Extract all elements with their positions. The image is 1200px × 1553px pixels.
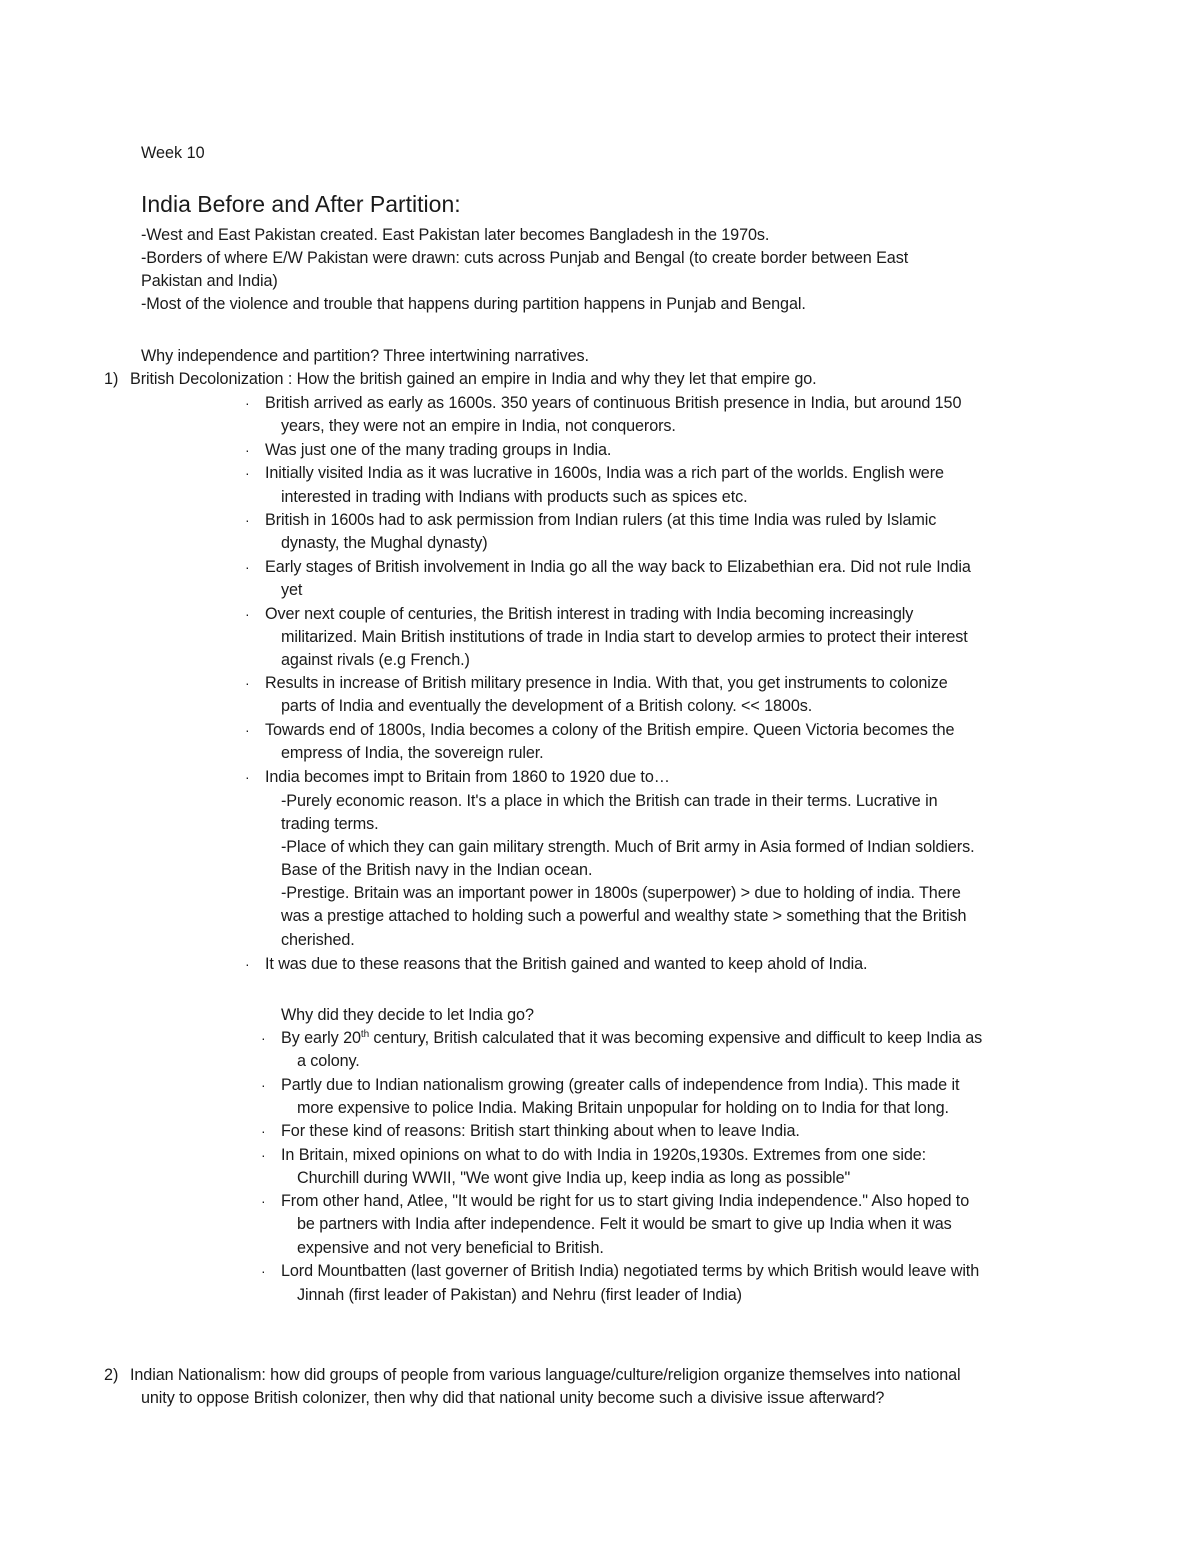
bullet-marker: · [245, 559, 250, 575]
bullet-text: be partners with India after independence. Felt it would be smart to give up India when it was [297, 1215, 952, 1233]
bullet-marker: · [261, 1030, 266, 1046]
section-number: 2) [104, 1366, 119, 1384]
bullet-text: British in 1600s had to ask permission from Indian rulers (at this time India was ruled by Islamic [265, 511, 937, 529]
bullet-marker: · [261, 1147, 266, 1163]
bullet-text: dynasty, the Mughal dynasty) [281, 534, 488, 552]
reason-line: Base of the British navy in the Indian ocean. [281, 861, 593, 879]
bullet-marker: · [245, 956, 250, 972]
bullet-marker: · [261, 1123, 266, 1139]
reason-line: -Prestige. Britain was an important power in 1800s (superpower) > due to holding of india. There [281, 884, 961, 902]
reason-line: cherished. [281, 931, 355, 949]
intro-line: Pakistan and India) [141, 272, 278, 290]
intro-line: -West and East Pakistan created. East Pakistan later becomes Bangladesh in the 1970s. [141, 226, 770, 244]
superscript: th [360, 1029, 370, 1040]
bullet-text: Towards end of 1800s, India becomes a colony of the British empire. Queen Victoria becomes the [265, 721, 955, 739]
intro-line: -Borders of where E/W Pakistan were drawn: cuts across Punjab and Bengal (to create border between East [141, 249, 909, 267]
bullet-text: Early stages of British involvement in India go all the way back to Elizabethian era. Did not rule India [265, 558, 971, 576]
bullet-text: Churchill during WWII, "We wont give India up, keep india as long as possible" [297, 1169, 851, 1187]
bullet-text: parts of India and eventually the development of a British colony. << 1800s. [281, 697, 813, 715]
bullet-text: Initially visited India as it was lucrative in 1600s, India was a rich part of the worlds. English were [265, 464, 944, 482]
bullet-text-part: By early 20 [281, 1029, 361, 1047]
bullet-text: Lord Mountbatten (last governer of British India) negotiated terms by which British would leave with [281, 1262, 980, 1280]
bullet-marker: · [245, 606, 250, 622]
section-number: 1) [104, 370, 119, 388]
bullet-marker: · [245, 769, 250, 785]
page-title: India Before and After Partition: [141, 191, 461, 217]
bullet-marker: · [245, 395, 250, 411]
narratives-question: Why independence and partition? Three intertwining narratives. [141, 347, 589, 365]
bullet-text: In Britain, mixed opinions on what to do with India in 1920s,1930s. Extremes from one side: [281, 1146, 927, 1164]
bullet-text: For these kind of reasons: British start thinking about when to leave India. [281, 1122, 800, 1140]
section-line: Indian Nationalism: how did groups of people from various language/culture/religion organize themselves into national [130, 1366, 961, 1384]
bullet-marker: · [245, 675, 250, 691]
bullet-text: From other hand, Atlee, "It would be right for us to start giving India independence." Also hoped to [281, 1192, 970, 1210]
bullet-marker: · [245, 722, 250, 738]
reason-line: -Place of which they can gain military strength. Much of Brit army in Asia formed of Indian soldiers. [281, 838, 975, 856]
bullet-marker: · [261, 1263, 266, 1279]
bullet-text: against rivals (e.g French.) [281, 651, 470, 669]
bullet-marker: · [261, 1193, 266, 1209]
bullet-text: a colony. [297, 1052, 360, 1070]
bullet-text: militarized. Main British institutions of trade in India start to develop armies to protect their interest [281, 628, 968, 646]
bullet-text: yet [281, 581, 303, 599]
closing-bullet: It was due to these reasons that the British gained and wanted to keep ahold of India. [265, 955, 868, 973]
bullet-text: India becomes impt to Britain from 1860 to 1920 due to… [265, 768, 670, 786]
intro-line: -Most of the violence and trouble that happens during partition happens in Punjab and Bengal. [141, 295, 806, 313]
section-line: unity to oppose British colonizer, then why did that national unity become such a divisive issue afterward? [141, 1389, 885, 1407]
bullet-marker: · [261, 1077, 266, 1093]
reason-line: was a prestige attached to holding such a powerful and wealthy state > something that the British [281, 907, 967, 925]
bullet-text: empress of India, the sovereign ruler. [281, 744, 544, 762]
bullet-text: Jinnah (first leader of Pakistan) and Nehru (first leader of India) [297, 1286, 742, 1304]
bullet-text: British arrived as early as 1600s. 350 years of continuous British presence in India, but around 150 [265, 394, 962, 412]
section-heading: British Decolonization : How the british gained an empire in India and why they let that empire go. [130, 370, 817, 388]
bullet-text: Was just one of the many trading groups in India. [265, 441, 612, 459]
bullet-text-part: century, British calculated that it was becoming expensive and difficult to keep India as [369, 1029, 983, 1047]
bullet-text: Over next couple of centuries, the British interest in trading with India becoming increasingly [265, 605, 914, 623]
bullet-marker: · [245, 442, 250, 458]
bullet-marker: · [245, 465, 250, 481]
bullet-text: more expensive to police India. Making Britain unpopular for holding on to India for that long. [297, 1099, 949, 1117]
bullet-text: expensive and not very beneficial to British. [297, 1239, 604, 1257]
bullet-text: interested in trading with Indians with products such as spices etc. [281, 488, 748, 506]
reason-line: trading terms. [281, 815, 379, 833]
bullet-text: years, they were not an empire in India, not conquerors. [281, 417, 676, 435]
bullet-text [281, 1028, 982, 1048]
week-label: Week 10 [141, 144, 205, 162]
bullet-marker: · [245, 512, 250, 528]
subheading: Why did they decide to let India go? [281, 1006, 534, 1024]
bullet-text: Results in increase of British military presence in India. With that, you get instruments to colonize [265, 674, 948, 692]
bullet-text: Partly due to Indian nationalism growing (greater calls of independence from India). This made it [281, 1076, 960, 1094]
reason-line: -Purely economic reason. It's a place in which the British can trade in their terms. Lucrative in [281, 792, 938, 810]
